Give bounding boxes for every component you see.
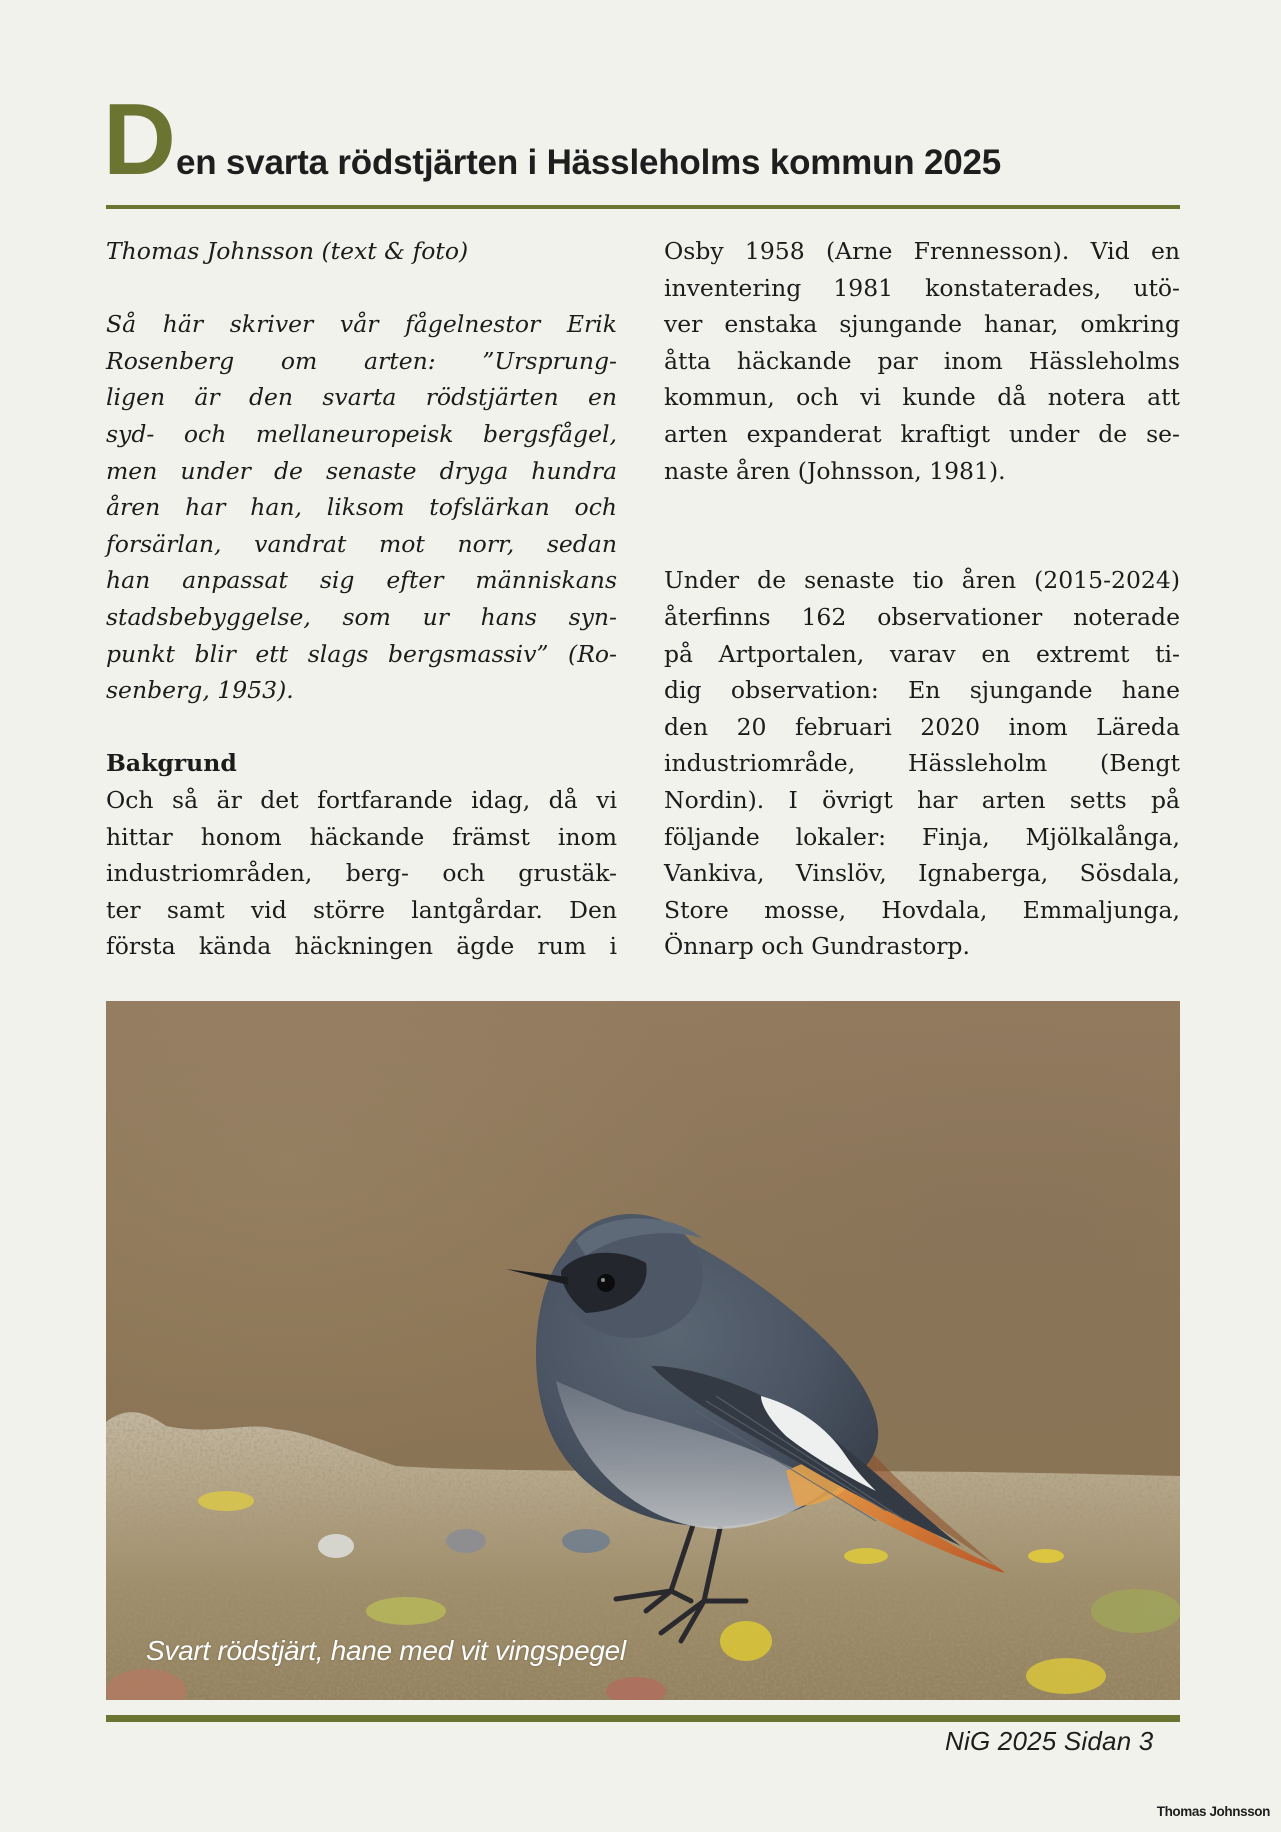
left-column xyxy=(106,233,617,965)
paragraph-line: hittar honom häckande främst inom xyxy=(106,822,617,851)
quote-line: senberg, 1953). xyxy=(106,676,294,705)
paragraph-line: första kända häckningen ägde rum i xyxy=(106,932,617,961)
intro-quote xyxy=(106,306,617,709)
paragraph-line: följande lokaler: Finja, Mjölkalånga, xyxy=(664,822,1180,851)
observations-paragraph xyxy=(664,562,1180,965)
paragraph-line: Vankiva, Vinslöv, Ignaberga, Sösdala, xyxy=(664,859,1180,888)
title-dropcap: D xyxy=(103,84,174,196)
paragraph-line: på Artportalen, varav en extremt ti- xyxy=(664,639,1180,668)
bird-photo xyxy=(106,1001,1180,1700)
section-heading: Bakgrund xyxy=(106,749,237,778)
paragraph-line: Store mosse, Hovdala, Emmaljunga, xyxy=(664,895,1180,924)
quote-line: syd- och mellaneuropeisk bergsfågel, xyxy=(106,419,617,448)
paragraph-line: Och så är det fortfarande idag, då vi xyxy=(106,785,617,814)
paragraph-line: åtta häckande par inom Hässleholms xyxy=(664,346,1180,375)
article-title xyxy=(103,84,1002,196)
title-divider xyxy=(106,205,1180,209)
paragraph-line: inventering 1981 konstaterades, utö- xyxy=(664,273,1180,302)
spacer xyxy=(664,489,1180,562)
bird-eye xyxy=(597,1274,615,1292)
paragraph-line: Under de senaste tio åren (2015-2024) xyxy=(664,566,1180,595)
paragraph-line: Nordin). I övrigt har arten setts på xyxy=(664,785,1180,814)
paragraph-line: Önnarp och Gundrastorp. xyxy=(664,932,970,961)
quote-line: Så här skriver vår fågelnestor Erik xyxy=(106,310,617,339)
black-redstart-illustration xyxy=(106,1001,1180,1700)
quote-line: men under de senaste dryga hundra xyxy=(106,456,617,485)
paragraph-line: ver enstaka sjungande hanar, omkring xyxy=(664,310,1180,339)
paragraph-line: arten expanderat kraftigt under de se- xyxy=(664,419,1180,448)
paragraph-line: industriområden, berg- och grustäk- xyxy=(106,859,617,888)
paragraph-line: naste åren (Johnsson, 1981). xyxy=(664,456,1006,485)
paragraph-line: dig observation: En sjungande hane xyxy=(664,676,1180,705)
spacer xyxy=(106,270,617,307)
paragraph-line: industriområde, Hässleholm (Bengt xyxy=(664,749,1180,778)
quote-line: ligen är den svarta rödstjärten en xyxy=(106,383,617,412)
background-paragraph xyxy=(106,782,617,965)
history-paragraph xyxy=(664,233,1180,489)
paragraph-line: återfinns 162 observationer noterade xyxy=(664,602,1180,631)
paragraph-line: Osby 1958 (Arne Frennesson). Vid en xyxy=(664,237,1180,265)
photo-caption: Svart rödstjärt, hane med vit vingspegel xyxy=(146,1635,626,1666)
quote-line: han anpassat sig efter människans xyxy=(106,566,617,595)
right-column xyxy=(664,233,1180,965)
paragraph-line: ter samt vid större lantgårdar. Den xyxy=(106,895,617,924)
page-number-label: NiG 2025 Sidan 3 xyxy=(945,1726,1154,1756)
quote-line: Rosenberg om arten: ”Ursprung- xyxy=(106,346,617,375)
spacer xyxy=(106,709,617,746)
quote-line: punkt blir ett slags bergsmassiv” (Ro- xyxy=(106,639,617,668)
quote-line: stadsbebyggelse, som ur hans syn- xyxy=(106,602,617,631)
paragraph-line: kommun, och vi kunde då notera att xyxy=(664,383,1180,412)
quote-line: åren har han, liksom tofslärkan och xyxy=(106,493,617,522)
title-text: en svarta rödstjärten i Hässleholms kommun 2025 xyxy=(175,143,1002,182)
quote-line: forsärlan, vandrat mot norr, sedan xyxy=(106,529,617,558)
byline: Thomas Johnsson (text & foto) xyxy=(106,237,469,265)
photo-credit: Thomas Johnsson xyxy=(1156,1804,1270,1819)
paragraph-line: den 20 februari 2020 inom Läreda xyxy=(664,712,1180,741)
footer-divider xyxy=(106,1715,1180,1722)
